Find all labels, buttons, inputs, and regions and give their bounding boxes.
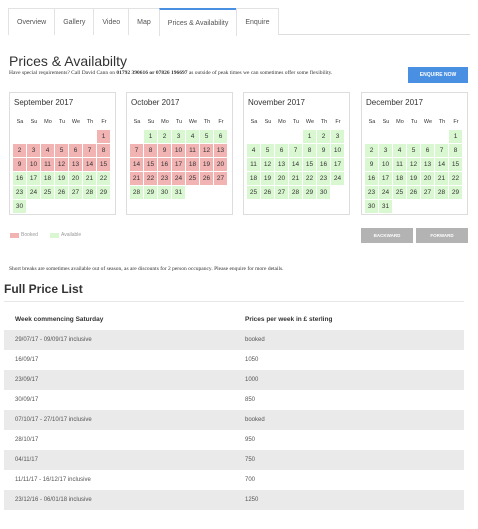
booked-day[interactable]: 14 bbox=[83, 158, 96, 171]
available-day[interactable]: 18 bbox=[247, 172, 260, 185]
tab-bar bbox=[8, 8, 470, 35]
available-day[interactable]: 22 bbox=[303, 172, 316, 185]
booked-day[interactable]: 8 bbox=[144, 144, 157, 157]
available-day[interactable]: 19 bbox=[407, 172, 420, 185]
available-day[interactable]: 3 bbox=[331, 130, 344, 143]
weekday-label: Th bbox=[86, 119, 94, 125]
weekday-header bbox=[130, 117, 230, 128]
weekday-label: Th bbox=[203, 119, 211, 125]
weekday-header bbox=[13, 117, 113, 128]
price-cell: 950 bbox=[245, 437, 256, 443]
weekday-label: Th bbox=[438, 119, 446, 125]
price-table bbox=[4, 310, 464, 510]
week-cell: 23/09/17 bbox=[15, 377, 39, 383]
column-header-week: Week commencing Saturday bbox=[15, 316, 104, 323]
available-day[interactable]: 20 bbox=[69, 172, 82, 185]
booked-day[interactable]: 2 bbox=[13, 144, 26, 157]
weekday-label: Su bbox=[147, 119, 155, 125]
empty-day bbox=[41, 130, 54, 143]
available-day[interactable]: 25 bbox=[41, 186, 54, 199]
available-day[interactable]: 23 bbox=[365, 186, 378, 199]
available-day[interactable]: 24 bbox=[379, 186, 392, 199]
available-day[interactable]: 7 bbox=[435, 144, 448, 157]
available-day[interactable]: 6 bbox=[275, 144, 288, 157]
booked-day[interactable]: 7 bbox=[130, 144, 143, 157]
available-day[interactable]: 4 bbox=[393, 144, 406, 157]
available-day[interactable]: 30 bbox=[365, 200, 378, 213]
empty-day bbox=[247, 130, 260, 143]
available-day[interactable]: 28 bbox=[130, 186, 143, 199]
booked-day[interactable]: 12 bbox=[200, 144, 213, 157]
day-grid bbox=[130, 130, 230, 200]
empty-day bbox=[27, 130, 40, 143]
weekday-label: Sa bbox=[368, 119, 376, 125]
backward-button[interactable]: BACKWARD bbox=[361, 228, 413, 243]
available-day[interactable]: 15 bbox=[303, 158, 316, 171]
weekday-label: Mo bbox=[396, 119, 404, 125]
calendar-october bbox=[126, 92, 233, 215]
available-day[interactable]: 28 bbox=[435, 186, 448, 199]
empty-day bbox=[365, 130, 378, 143]
available-day[interactable]: 8 bbox=[303, 144, 316, 157]
available-day[interactable]: 3 bbox=[172, 130, 185, 143]
weekday-label: Su bbox=[30, 119, 38, 125]
calendar-grid bbox=[13, 117, 113, 214]
available-day[interactable]: 28 bbox=[289, 186, 302, 199]
available-day[interactable]: 6 bbox=[214, 130, 227, 143]
booked-day[interactable]: 18 bbox=[186, 158, 199, 171]
calendar-month-title: September 2017 bbox=[14, 98, 74, 107]
available-day[interactable]: 19 bbox=[55, 172, 68, 185]
legend-available-label: Available bbox=[60, 232, 82, 238]
weekday-label: Tu bbox=[292, 119, 300, 125]
week-cell: 30/09/17 bbox=[15, 397, 39, 403]
available-day[interactable]: 24 bbox=[27, 186, 40, 199]
calendar-month-title: November 2017 bbox=[248, 98, 305, 107]
table-row bbox=[4, 470, 464, 490]
booked-day[interactable]: 11 bbox=[186, 144, 199, 157]
available-day[interactable]: 1 bbox=[303, 130, 316, 143]
week-cell: 28/10/17 bbox=[15, 437, 39, 443]
weekday-label: Fr bbox=[101, 119, 107, 125]
column-header-price: Prices per week in £ sterling bbox=[245, 316, 333, 323]
page-title: Prices & Availabilty bbox=[9, 53, 128, 69]
available-day[interactable]: 20 bbox=[275, 172, 288, 185]
available-day[interactable]: 13 bbox=[275, 158, 288, 171]
booked-day[interactable]: 5 bbox=[55, 144, 68, 157]
booked-day[interactable]: 26 bbox=[200, 172, 213, 185]
empty-day bbox=[130, 130, 143, 143]
available-day[interactable]: 9 bbox=[365, 158, 378, 171]
empty-day bbox=[261, 130, 274, 143]
available-day[interactable]: 31 bbox=[172, 186, 185, 199]
available-day[interactable]: 18 bbox=[393, 172, 406, 185]
available-day[interactable]: 10 bbox=[379, 158, 392, 171]
calendar-grid bbox=[247, 117, 347, 200]
available-day[interactable]: 15 bbox=[449, 158, 462, 171]
phone-numbers: 01792 390616 or 07826 196697 bbox=[116, 70, 188, 76]
booked-day[interactable]: 15 bbox=[144, 158, 157, 171]
weekday-header bbox=[365, 117, 465, 128]
available-day[interactable]: 11 bbox=[247, 158, 260, 171]
availability-legend bbox=[10, 232, 81, 238]
weekday-label: Tu bbox=[410, 119, 418, 125]
special-suffix: as outside of peak times we can sometimes offer some flexibility. bbox=[187, 70, 333, 76]
week-cell: 04/11/17 bbox=[15, 457, 38, 463]
short-breaks-note: Short breaks are sometimes available out of season, as are discounts for 2 person occupancy. Please enquire for more details. bbox=[9, 266, 284, 272]
available-day[interactable]: 1 bbox=[449, 130, 462, 143]
price-cell: 700 bbox=[245, 477, 256, 483]
available-day[interactable]: 29 bbox=[97, 186, 110, 199]
empty-day bbox=[421, 130, 434, 143]
available-day[interactable]: 16 bbox=[13, 172, 26, 185]
booked-day[interactable]: 25 bbox=[186, 172, 199, 185]
table-row bbox=[4, 370, 464, 390]
table-row bbox=[4, 430, 464, 450]
booked-day[interactable]: 9 bbox=[13, 158, 26, 171]
booked-day[interactable]: 24 bbox=[172, 172, 185, 185]
calendar-month-title: December 2017 bbox=[366, 98, 423, 107]
table-row bbox=[4, 450, 464, 470]
available-day[interactable]: 22 bbox=[97, 172, 110, 185]
available-day[interactable]: 12 bbox=[261, 158, 274, 171]
booked-day[interactable]: 13 bbox=[214, 144, 227, 157]
table-header bbox=[4, 310, 464, 330]
enquire-now-button[interactable]: ENQUIRE NOW bbox=[408, 67, 468, 83]
available-day[interactable]: 30 bbox=[158, 186, 171, 199]
available-day[interactable]: 25 bbox=[393, 186, 406, 199]
booked-swatch bbox=[10, 233, 19, 238]
available-day[interactable]: 27 bbox=[421, 186, 434, 199]
available-day[interactable]: 5 bbox=[200, 130, 213, 143]
available-day[interactable]: 6 bbox=[421, 144, 434, 157]
day-grid bbox=[13, 130, 113, 214]
available-day[interactable]: 23 bbox=[317, 172, 330, 185]
available-day[interactable]: 9 bbox=[317, 144, 330, 157]
available-day[interactable]: 13 bbox=[421, 158, 434, 171]
available-day[interactable]: 27 bbox=[275, 186, 288, 199]
table-row bbox=[4, 390, 464, 410]
weekday-label: Th bbox=[320, 119, 328, 125]
table-row bbox=[4, 350, 464, 370]
empty-day bbox=[275, 130, 288, 143]
empty-day bbox=[83, 130, 96, 143]
available-day[interactable]: 2 bbox=[365, 144, 378, 157]
tab-prices-availability[interactable]: Prices & Availability bbox=[159, 8, 238, 36]
available-day[interactable]: 2 bbox=[317, 130, 330, 143]
empty-day bbox=[69, 130, 82, 143]
booked-day[interactable]: 10 bbox=[172, 144, 185, 157]
available-day[interactable]: 1 bbox=[144, 130, 157, 143]
booked-day[interactable]: 17 bbox=[172, 158, 185, 171]
weekday-label: Fr bbox=[335, 119, 341, 125]
weekday-label: Su bbox=[264, 119, 272, 125]
forward-button[interactable]: FORWARD bbox=[416, 228, 468, 243]
available-day[interactable]: 17 bbox=[379, 172, 392, 185]
price-cell: 750 bbox=[245, 457, 256, 463]
available-day[interactable]: 29 bbox=[303, 186, 316, 199]
available-day[interactable]: 25 bbox=[247, 186, 260, 199]
weekday-label: Sa bbox=[133, 119, 141, 125]
booked-day[interactable]: 19 bbox=[200, 158, 213, 171]
available-day[interactable]: 8 bbox=[449, 144, 462, 157]
weekday-header bbox=[247, 117, 347, 128]
calendar-month-title: October 2017 bbox=[131, 98, 180, 107]
booked-day[interactable]: 3 bbox=[27, 144, 40, 157]
empty-day bbox=[407, 130, 420, 143]
table-row bbox=[4, 410, 464, 430]
week-cell: 07/10/17 - 27/10/17 inclusive bbox=[15, 417, 92, 423]
available-day[interactable]: 31 bbox=[379, 200, 392, 213]
available-day[interactable]: 26 bbox=[261, 186, 274, 199]
available-day[interactable]: 20 bbox=[421, 172, 434, 185]
booked-day[interactable]: 13 bbox=[69, 158, 82, 171]
price-cell: booked bbox=[245, 337, 265, 343]
available-day[interactable]: 23 bbox=[13, 186, 26, 199]
price-list-title: Full Price List bbox=[4, 282, 83, 296]
available-day[interactable]: 16 bbox=[317, 158, 330, 171]
available-day[interactable]: 19 bbox=[261, 172, 274, 185]
tab-overview[interactable]: Overview bbox=[8, 8, 55, 35]
empty-day bbox=[55, 130, 68, 143]
available-day[interactable]: 3 bbox=[379, 144, 392, 157]
available-day[interactable]: 27 bbox=[69, 186, 82, 199]
booked-day[interactable]: 9 bbox=[158, 144, 171, 157]
tab-enquire[interactable]: Enquire bbox=[236, 8, 278, 35]
calendar-september bbox=[9, 92, 116, 215]
weekday-label: Mo bbox=[161, 119, 169, 125]
available-day[interactable]: 18 bbox=[41, 172, 54, 185]
booked-day[interactable]: 15 bbox=[97, 158, 110, 171]
booked-day[interactable]: 11 bbox=[41, 158, 54, 171]
available-day[interactable]: 7 bbox=[289, 144, 302, 157]
empty-day bbox=[393, 130, 406, 143]
available-day[interactable]: 11 bbox=[393, 158, 406, 171]
weekday-label: Sa bbox=[16, 119, 24, 125]
available-day[interactable]: 21 bbox=[435, 172, 448, 185]
week-cell: 29/07/17 - 09/09/17 inclusive bbox=[15, 337, 92, 343]
available-day[interactable]: 5 bbox=[261, 144, 274, 157]
available-day[interactable]: 30 bbox=[317, 186, 330, 199]
special-requirements-text bbox=[9, 70, 332, 76]
day-grid bbox=[365, 130, 465, 214]
weekday-label: Tu bbox=[58, 119, 66, 125]
weekday-label: We bbox=[188, 119, 198, 125]
tab-video[interactable]: Video bbox=[93, 8, 129, 35]
calendar-november bbox=[243, 92, 350, 215]
calendar-december bbox=[361, 92, 468, 215]
available-day[interactable]: 29 bbox=[144, 186, 157, 199]
available-day[interactable]: 17 bbox=[331, 158, 344, 171]
empty-day bbox=[379, 130, 392, 143]
weekday-label: Sa bbox=[250, 119, 258, 125]
weekday-label: Fr bbox=[453, 119, 459, 125]
calendar-grid bbox=[365, 117, 465, 214]
available-day[interactable]: 5 bbox=[407, 144, 420, 157]
weekday-label: Su bbox=[382, 119, 390, 125]
available-day[interactable]: 14 bbox=[435, 158, 448, 171]
day-grid bbox=[247, 130, 347, 200]
weekday-label: We bbox=[305, 119, 315, 125]
booked-day[interactable]: 7 bbox=[83, 144, 96, 157]
available-day[interactable]: 4 bbox=[186, 130, 199, 143]
price-cell: 1050 bbox=[245, 357, 259, 363]
booked-day[interactable]: 22 bbox=[144, 172, 157, 185]
booked-day[interactable]: 20 bbox=[214, 158, 227, 171]
booked-day[interactable]: 23 bbox=[158, 172, 171, 185]
booked-day[interactable]: 8 bbox=[97, 144, 110, 157]
weekday-label: Mo bbox=[44, 119, 52, 125]
booked-day[interactable]: 10 bbox=[27, 158, 40, 171]
available-day[interactable]: 21 bbox=[83, 172, 96, 185]
available-day[interactable]: 4 bbox=[247, 144, 260, 157]
weekday-label: Tu bbox=[175, 119, 183, 125]
booked-day[interactable]: 16 bbox=[158, 158, 171, 171]
weekday-label: We bbox=[423, 119, 433, 125]
weekday-label: Mo bbox=[278, 119, 286, 125]
available-day[interactable]: 26 bbox=[55, 186, 68, 199]
special-prefix: Have special requirements? Call David Cann on bbox=[9, 70, 117, 76]
available-day[interactable]: 22 bbox=[449, 172, 462, 185]
price-cell: booked bbox=[245, 417, 265, 423]
empty-day bbox=[289, 130, 302, 143]
empty-day bbox=[13, 130, 26, 143]
booked-day[interactable]: 21 bbox=[130, 172, 143, 185]
week-cell: 23/12/16 - 06/01/18 inclusive bbox=[15, 497, 92, 503]
booked-day[interactable]: 1 bbox=[97, 130, 110, 143]
week-cell: 16/09/17 bbox=[15, 357, 39, 363]
available-day[interactable]: 24 bbox=[331, 172, 344, 185]
week-cell: 11/11/17 - 16/12/17 inclusive bbox=[15, 477, 91, 483]
available-day[interactable]: 14 bbox=[289, 158, 302, 171]
booked-day[interactable]: 27 bbox=[214, 172, 227, 185]
table-row bbox=[4, 330, 464, 350]
booked-day[interactable]: 6 bbox=[69, 144, 82, 157]
weekday-label: We bbox=[71, 119, 81, 125]
tab-map[interactable]: Map bbox=[128, 8, 160, 35]
available-swatch bbox=[50, 233, 59, 238]
available-day[interactable]: 16 bbox=[365, 172, 378, 185]
price-cell: 1250 bbox=[245, 497, 259, 503]
legend-booked-label: Booked bbox=[21, 232, 38, 238]
divider bbox=[4, 301, 464, 302]
booked-day[interactable]: 14 bbox=[130, 158, 143, 171]
weekday-label: Fr bbox=[218, 119, 224, 125]
table-row bbox=[4, 490, 464, 510]
available-day[interactable]: 2 bbox=[158, 130, 171, 143]
price-cell: 1000 bbox=[245, 377, 259, 383]
available-day[interactable]: 21 bbox=[289, 172, 302, 185]
tab-gallery[interactable]: Gallery bbox=[54, 8, 94, 35]
available-day[interactable]: 12 bbox=[407, 158, 420, 171]
booked-day[interactable]: 12 bbox=[55, 158, 68, 171]
calendar-grid bbox=[130, 117, 230, 200]
available-day[interactable]: 17 bbox=[27, 172, 40, 185]
available-day[interactable]: 30 bbox=[13, 200, 26, 213]
booked-day[interactable]: 4 bbox=[41, 144, 54, 157]
available-day[interactable]: 10 bbox=[331, 144, 344, 157]
empty-day bbox=[435, 130, 448, 143]
available-day[interactable]: 26 bbox=[407, 186, 420, 199]
available-day[interactable]: 29 bbox=[449, 186, 462, 199]
price-cell: 850 bbox=[245, 397, 256, 403]
available-day[interactable]: 28 bbox=[83, 186, 96, 199]
